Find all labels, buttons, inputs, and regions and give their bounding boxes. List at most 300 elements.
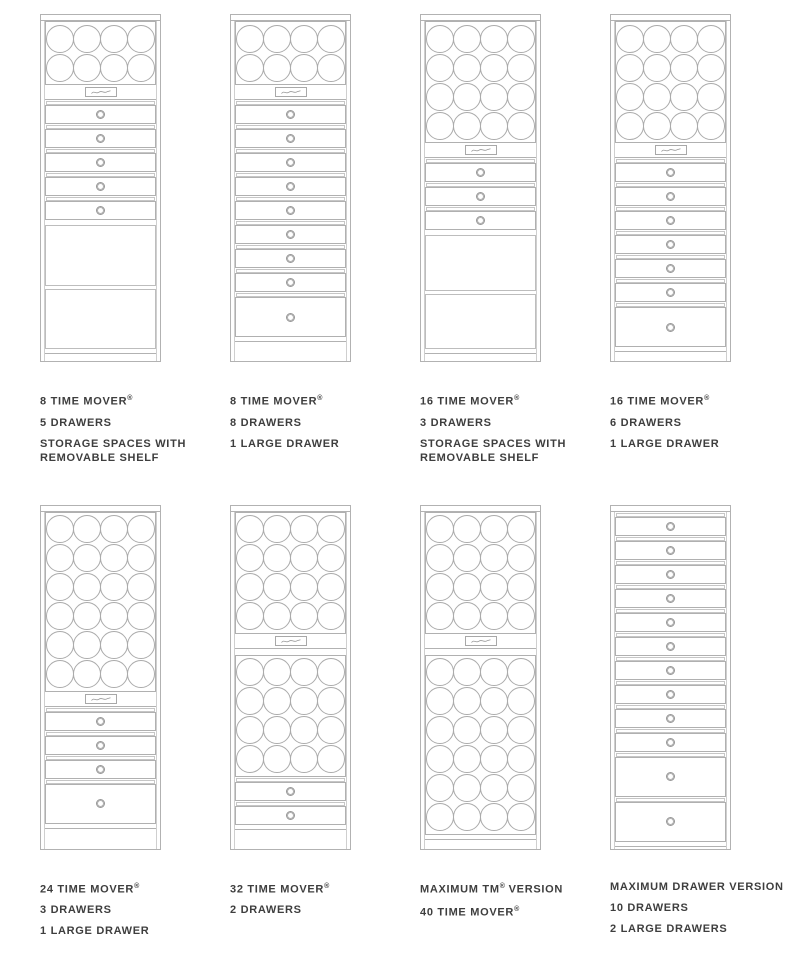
time-mover-slot xyxy=(670,54,698,82)
time-mover-slot xyxy=(317,687,345,715)
time-mover-slot xyxy=(127,544,155,572)
storage-section xyxy=(425,235,536,349)
time-mover-slot xyxy=(236,602,264,630)
time-mover-slot xyxy=(73,54,101,82)
time-mover-slot xyxy=(263,602,291,630)
time-mover-slot xyxy=(317,544,345,572)
drawer-front xyxy=(235,806,346,825)
time-mover-slot xyxy=(73,25,101,53)
time-mover-row xyxy=(46,660,155,689)
brand-plate-row xyxy=(45,85,156,100)
time-mover-slot xyxy=(46,515,74,543)
drawer-front xyxy=(45,760,156,779)
brand-plate xyxy=(655,145,687,155)
storage-section xyxy=(45,225,156,349)
time-mover-slot xyxy=(46,25,74,53)
drawer-knob xyxy=(286,230,295,239)
time-mover-slot xyxy=(507,658,535,686)
drawer-front xyxy=(235,225,346,244)
drawer-front xyxy=(615,637,726,656)
time-mover-slot xyxy=(480,602,508,630)
brand-plate xyxy=(275,87,307,97)
cabinet-base xyxy=(425,353,536,361)
drawer-front xyxy=(615,589,726,608)
configurator-cell-16tm-6drawers-1large xyxy=(610,14,800,472)
drawer-front xyxy=(235,177,346,196)
drawer-knob xyxy=(286,787,295,796)
drawer-2 xyxy=(425,182,536,206)
registered-mark: ® xyxy=(514,395,520,402)
cabinet-diagram-24tm-3drawers-1large xyxy=(40,505,161,850)
time-mover-row xyxy=(616,82,725,111)
cabinet-diagram-16tm-3drawers-storage xyxy=(420,14,541,362)
drawer-front xyxy=(615,259,726,278)
time-mover-slot xyxy=(697,54,725,82)
drawer-front xyxy=(425,211,536,230)
time-mover-slot xyxy=(100,631,128,659)
time-mover-row xyxy=(616,24,725,53)
cabinet-diagram-32tm-2drawers xyxy=(230,505,351,850)
time-mover-grid xyxy=(425,21,536,143)
drawer-1 xyxy=(615,512,726,536)
registered-mark: ® xyxy=(704,395,710,402)
time-mover-slot xyxy=(507,515,535,543)
time-mover-slot xyxy=(507,112,535,140)
drawer-5 xyxy=(45,196,156,220)
drawer-knob xyxy=(666,772,675,781)
time-mover-slot xyxy=(236,658,264,686)
time-mover-grid xyxy=(425,512,536,634)
drawer-front xyxy=(235,249,346,268)
time-mover-slot xyxy=(426,112,454,140)
drawer-7 xyxy=(235,244,346,268)
time-mover-slot xyxy=(127,54,155,82)
time-mover-slot xyxy=(263,716,291,744)
drawer-front xyxy=(615,517,726,536)
time-mover-grid xyxy=(45,21,156,85)
time-mover-slot xyxy=(426,83,454,111)
time-mover-slot xyxy=(507,83,535,111)
drawer-3 xyxy=(615,206,726,230)
large-drawer-1 xyxy=(615,302,726,347)
drawer-1 xyxy=(235,100,346,124)
time-mover-slot xyxy=(290,687,318,715)
time-mover-slot xyxy=(480,687,508,715)
time-mover-slot xyxy=(290,544,318,572)
cabinet-base xyxy=(615,846,726,849)
time-mover-row xyxy=(236,745,345,774)
large-drawer-front xyxy=(45,784,156,824)
drawer-front xyxy=(45,153,156,172)
time-mover-slot xyxy=(317,54,345,82)
configurator-cell-16tm-3drawers-storage xyxy=(420,14,610,472)
drawer-front xyxy=(615,733,726,752)
time-mover-slot xyxy=(317,515,345,543)
drawer-7 xyxy=(615,656,726,680)
cabinet-caption xyxy=(610,880,784,943)
drawer-3 xyxy=(45,148,156,172)
time-mover-slot xyxy=(46,660,74,688)
drawer-front xyxy=(235,201,346,220)
time-mover-slot xyxy=(507,54,535,82)
time-mover-slot xyxy=(46,631,74,659)
time-mover-slot xyxy=(236,54,264,82)
drawer-3 xyxy=(615,560,726,584)
drawer-front xyxy=(45,105,156,124)
time-mover-slot xyxy=(480,774,508,802)
cabinet-caption xyxy=(610,392,784,458)
time-mover-row xyxy=(426,82,535,111)
time-mover-slot xyxy=(263,658,291,686)
time-mover-slot xyxy=(453,54,481,82)
time-mover-slot xyxy=(643,54,671,82)
drawer-knob xyxy=(666,168,675,177)
drawer-4 xyxy=(235,172,346,196)
drawer-1 xyxy=(45,707,156,731)
brand-plate xyxy=(85,87,117,97)
caption-line: STORAGE SPACES WITH REMOVABLE SHELF xyxy=(40,437,187,464)
signature-squiggle-icon xyxy=(470,638,492,644)
time-mover-slot xyxy=(426,602,454,630)
drawer-knob xyxy=(666,666,675,675)
time-mover-slot xyxy=(426,745,454,773)
time-mover-row xyxy=(236,53,345,82)
time-mover-slot xyxy=(453,25,481,53)
large-drawer-front xyxy=(615,802,726,842)
registered-mark: ® xyxy=(324,882,330,890)
drawer-2 xyxy=(235,801,346,825)
time-mover-row xyxy=(426,774,535,803)
time-mover-row xyxy=(236,716,345,745)
drawer-knob xyxy=(666,216,675,225)
caption-line: 8 TIME MOVER® xyxy=(230,395,323,408)
drawer-6 xyxy=(235,220,346,244)
brand-plate xyxy=(465,145,497,155)
drawer-front xyxy=(235,129,346,148)
caption-line: 5 DRAWERS xyxy=(40,416,112,429)
time-mover-slot xyxy=(453,83,481,111)
time-mover-slot xyxy=(670,83,698,111)
brand-plate-row xyxy=(425,143,536,158)
registered-mark: ® xyxy=(134,882,140,890)
time-mover-row xyxy=(236,573,345,602)
time-mover-slot xyxy=(697,83,725,111)
large-drawer-front xyxy=(615,307,726,347)
time-mover-row xyxy=(46,515,155,544)
drawer-knob xyxy=(666,264,675,273)
time-mover-slot xyxy=(453,515,481,543)
drawer-knob xyxy=(666,192,675,201)
time-mover-slot xyxy=(480,658,508,686)
configurator-cell-maximum-tm-40tm xyxy=(420,505,610,946)
time-mover-slot xyxy=(480,54,508,82)
drawer-front xyxy=(615,163,726,182)
time-mover-row xyxy=(46,631,155,660)
caption-line: 24 TIME MOVER® xyxy=(40,882,140,896)
time-mover-slot xyxy=(453,803,481,831)
time-mover-slot xyxy=(100,602,128,630)
drawer-knob xyxy=(666,738,675,747)
time-mover-grid xyxy=(235,512,346,634)
time-mover-row xyxy=(426,716,535,745)
drawer-knob xyxy=(666,288,675,297)
time-mover-grid xyxy=(45,512,156,692)
cabinet-diagram-16tm-6drawers-1large xyxy=(610,14,731,362)
time-mover-slot xyxy=(480,515,508,543)
caption-line: MAXIMUM DRAWER VERSION xyxy=(610,880,784,893)
time-mover-slot xyxy=(263,544,291,572)
registered-mark: ® xyxy=(317,395,323,402)
time-mover-slot xyxy=(643,112,671,140)
brand-plate xyxy=(85,694,117,704)
drawer-knob xyxy=(286,254,295,263)
time-mover-row xyxy=(236,24,345,53)
time-mover-slot xyxy=(46,602,74,630)
drawer-knob xyxy=(476,168,485,177)
time-mover-slot xyxy=(263,54,291,82)
time-mover-slot xyxy=(46,573,74,601)
drawer-5 xyxy=(615,608,726,632)
drawer-knob xyxy=(286,134,295,143)
caption-line: 1 LARGE DRAWER xyxy=(230,437,340,450)
drawer-4 xyxy=(615,230,726,254)
time-mover-slot xyxy=(73,660,101,688)
drawer-3 xyxy=(45,755,156,779)
drawer-knob xyxy=(666,642,675,651)
time-mover-row xyxy=(426,111,535,140)
time-mover-slot xyxy=(480,745,508,773)
time-mover-slot xyxy=(127,660,155,688)
drawer-front xyxy=(425,187,536,206)
drawer-knob xyxy=(666,323,675,332)
drawer-knob xyxy=(666,240,675,249)
time-mover-row xyxy=(426,745,535,774)
time-mover-slot xyxy=(236,25,264,53)
caption-line: 1 LARGE DRAWER xyxy=(610,437,720,450)
signature-squiggle-icon xyxy=(90,696,112,702)
time-mover-slot xyxy=(290,54,318,82)
cabinet-diagram-8tm-5drawers-storage xyxy=(40,14,161,362)
drawer-knob xyxy=(666,714,675,723)
time-mover-slot xyxy=(453,658,481,686)
drawer-knob xyxy=(666,817,675,826)
caption-line: MAXIMUM TM® VERSION xyxy=(420,882,564,896)
time-mover-slot xyxy=(236,515,264,543)
drawer-front xyxy=(45,129,156,148)
time-mover-row xyxy=(236,658,345,687)
drawer-knob xyxy=(96,134,105,143)
cabinet-base xyxy=(615,351,726,361)
time-mover-slot xyxy=(127,631,155,659)
time-mover-row xyxy=(46,53,155,82)
time-mover-slot xyxy=(426,573,454,601)
drawer-front xyxy=(615,685,726,704)
cabinet-row-2 xyxy=(40,505,800,946)
time-mover-slot xyxy=(453,774,481,802)
time-mover-slot xyxy=(453,687,481,715)
drawer-knob xyxy=(96,799,105,808)
brand-plate-row xyxy=(235,85,346,100)
cabinet-base xyxy=(45,828,156,849)
cabinet-base xyxy=(45,353,156,361)
drawer-knob xyxy=(476,192,485,201)
time-mover-slot xyxy=(290,515,318,543)
drawer-2 xyxy=(615,536,726,560)
time-mover-slot xyxy=(127,573,155,601)
drawer-5 xyxy=(235,196,346,220)
drawer-2 xyxy=(235,124,346,148)
brand-plate-row xyxy=(45,692,156,707)
configurator-cell-8tm-8drawers-1large xyxy=(230,14,420,472)
time-mover-slot xyxy=(453,544,481,572)
caption-line: STORAGE SPACES WITH REMOVABLE SHELF xyxy=(420,437,567,464)
storage-space-1 xyxy=(45,225,156,286)
time-mover-grid xyxy=(615,21,726,143)
time-mover-row xyxy=(426,544,535,573)
time-mover-slot xyxy=(507,544,535,572)
caption-line: 2 LARGE DRAWERS xyxy=(610,922,728,935)
cabinet-base xyxy=(235,341,346,361)
caption-line: 3 DRAWERS xyxy=(40,904,112,917)
drawer-knob xyxy=(286,811,295,820)
drawer-front xyxy=(615,187,726,206)
time-mover-row xyxy=(46,573,155,602)
time-mover-slot xyxy=(73,631,101,659)
drawer-10 xyxy=(615,728,726,752)
time-mover-slot xyxy=(290,658,318,686)
time-mover-slot xyxy=(616,112,644,140)
drawer-2 xyxy=(45,731,156,755)
drawer-3 xyxy=(235,148,346,172)
time-mover-slot xyxy=(127,515,155,543)
drawer-front xyxy=(615,235,726,254)
time-mover-slot xyxy=(100,515,128,543)
time-mover-slot xyxy=(290,25,318,53)
time-mover-slot xyxy=(426,803,454,831)
cabinet-caption xyxy=(40,880,214,946)
time-mover-slot xyxy=(73,573,101,601)
cabinet-base xyxy=(235,829,346,849)
drawer-knob xyxy=(286,278,295,287)
time-mover-row xyxy=(236,687,345,716)
time-mover-slot xyxy=(290,716,318,744)
time-mover-slot xyxy=(290,745,318,773)
configurator-cell-maximum-drawer-10drawers-2large xyxy=(610,505,800,946)
time-mover-slot xyxy=(480,544,508,572)
drawer-front xyxy=(235,273,346,292)
time-mover-slot xyxy=(480,716,508,744)
signature-squiggle-icon xyxy=(90,89,112,95)
time-mover-slot xyxy=(236,573,264,601)
time-mover-slot xyxy=(670,112,698,140)
time-mover-slot xyxy=(290,573,318,601)
time-mover-slot xyxy=(46,54,74,82)
time-mover-slot xyxy=(697,112,725,140)
time-mover-slot xyxy=(426,544,454,572)
time-mover-slot xyxy=(100,25,128,53)
drawer-front xyxy=(615,565,726,584)
cabinet-base xyxy=(425,839,536,849)
large-drawer-2 xyxy=(615,797,726,842)
drawer-front xyxy=(425,163,536,182)
caption-line: 16 TIME MOVER® xyxy=(610,395,710,408)
time-mover-row xyxy=(426,515,535,544)
time-mover-slot xyxy=(73,515,101,543)
time-mover-row xyxy=(426,687,535,716)
time-mover-slot xyxy=(290,602,318,630)
cabinet-diagram-maximum-drawer-10drawers-2large xyxy=(610,505,731,850)
time-mover-slot xyxy=(263,25,291,53)
time-mover-slot xyxy=(507,687,535,715)
time-mover-slot xyxy=(643,83,671,111)
brand-plate-row xyxy=(235,634,346,649)
time-mover-row xyxy=(236,544,345,573)
cabinet-caption xyxy=(230,880,404,925)
cabinet-caption xyxy=(40,392,214,472)
time-mover-row xyxy=(46,544,155,573)
caption-line: 2 DRAWERS xyxy=(230,904,302,917)
configurator-cell-32tm-2drawers xyxy=(230,505,420,946)
signature-squiggle-icon xyxy=(280,638,302,644)
time-mover-row xyxy=(236,602,345,631)
drawer-knob xyxy=(666,570,675,579)
drawer-front xyxy=(615,709,726,728)
drawer-front xyxy=(45,201,156,220)
drawer-knob xyxy=(666,594,675,603)
drawer-front xyxy=(615,661,726,680)
drawer-knob xyxy=(476,216,485,225)
time-mover-slot xyxy=(453,745,481,773)
time-mover-slot xyxy=(453,716,481,744)
drawer-knob xyxy=(666,546,675,555)
time-mover-slot xyxy=(507,573,535,601)
signature-squiggle-icon xyxy=(660,147,682,153)
drawer-front xyxy=(235,105,346,124)
cabinet-row-1 xyxy=(40,14,800,472)
drawer-knob xyxy=(96,182,105,191)
drawer-9 xyxy=(615,704,726,728)
drawer-1 xyxy=(45,100,156,124)
time-mover-slot xyxy=(100,544,128,572)
cabinet-caption xyxy=(420,880,594,927)
cabinet-caption xyxy=(230,392,404,458)
time-mover-slot xyxy=(426,716,454,744)
drawer-knob xyxy=(286,313,295,322)
time-mover-slot xyxy=(263,515,291,543)
time-mover-slot xyxy=(263,573,291,601)
drawer-front xyxy=(615,283,726,302)
time-mover-slot xyxy=(453,573,481,601)
time-mover-slot xyxy=(480,573,508,601)
time-mover-grid xyxy=(235,655,346,777)
large-drawer-1 xyxy=(235,292,346,337)
time-mover-row xyxy=(426,573,535,602)
brand-plate-row xyxy=(425,634,536,649)
time-mover-slot xyxy=(426,687,454,715)
drawer-knob xyxy=(666,690,675,699)
drawer-knob xyxy=(96,765,105,774)
time-mover-slot xyxy=(453,112,481,140)
time-mover-slot xyxy=(46,544,74,572)
time-mover-slot xyxy=(507,716,535,744)
time-mover-slot xyxy=(317,745,345,773)
time-mover-slot xyxy=(480,112,508,140)
signature-squiggle-icon xyxy=(280,89,302,95)
time-mover-slot xyxy=(426,25,454,53)
drawer-front xyxy=(615,613,726,632)
cabinet-diagram-maximum-tm-40tm xyxy=(420,505,541,850)
caption-line: 6 DRAWERS xyxy=(610,416,682,429)
